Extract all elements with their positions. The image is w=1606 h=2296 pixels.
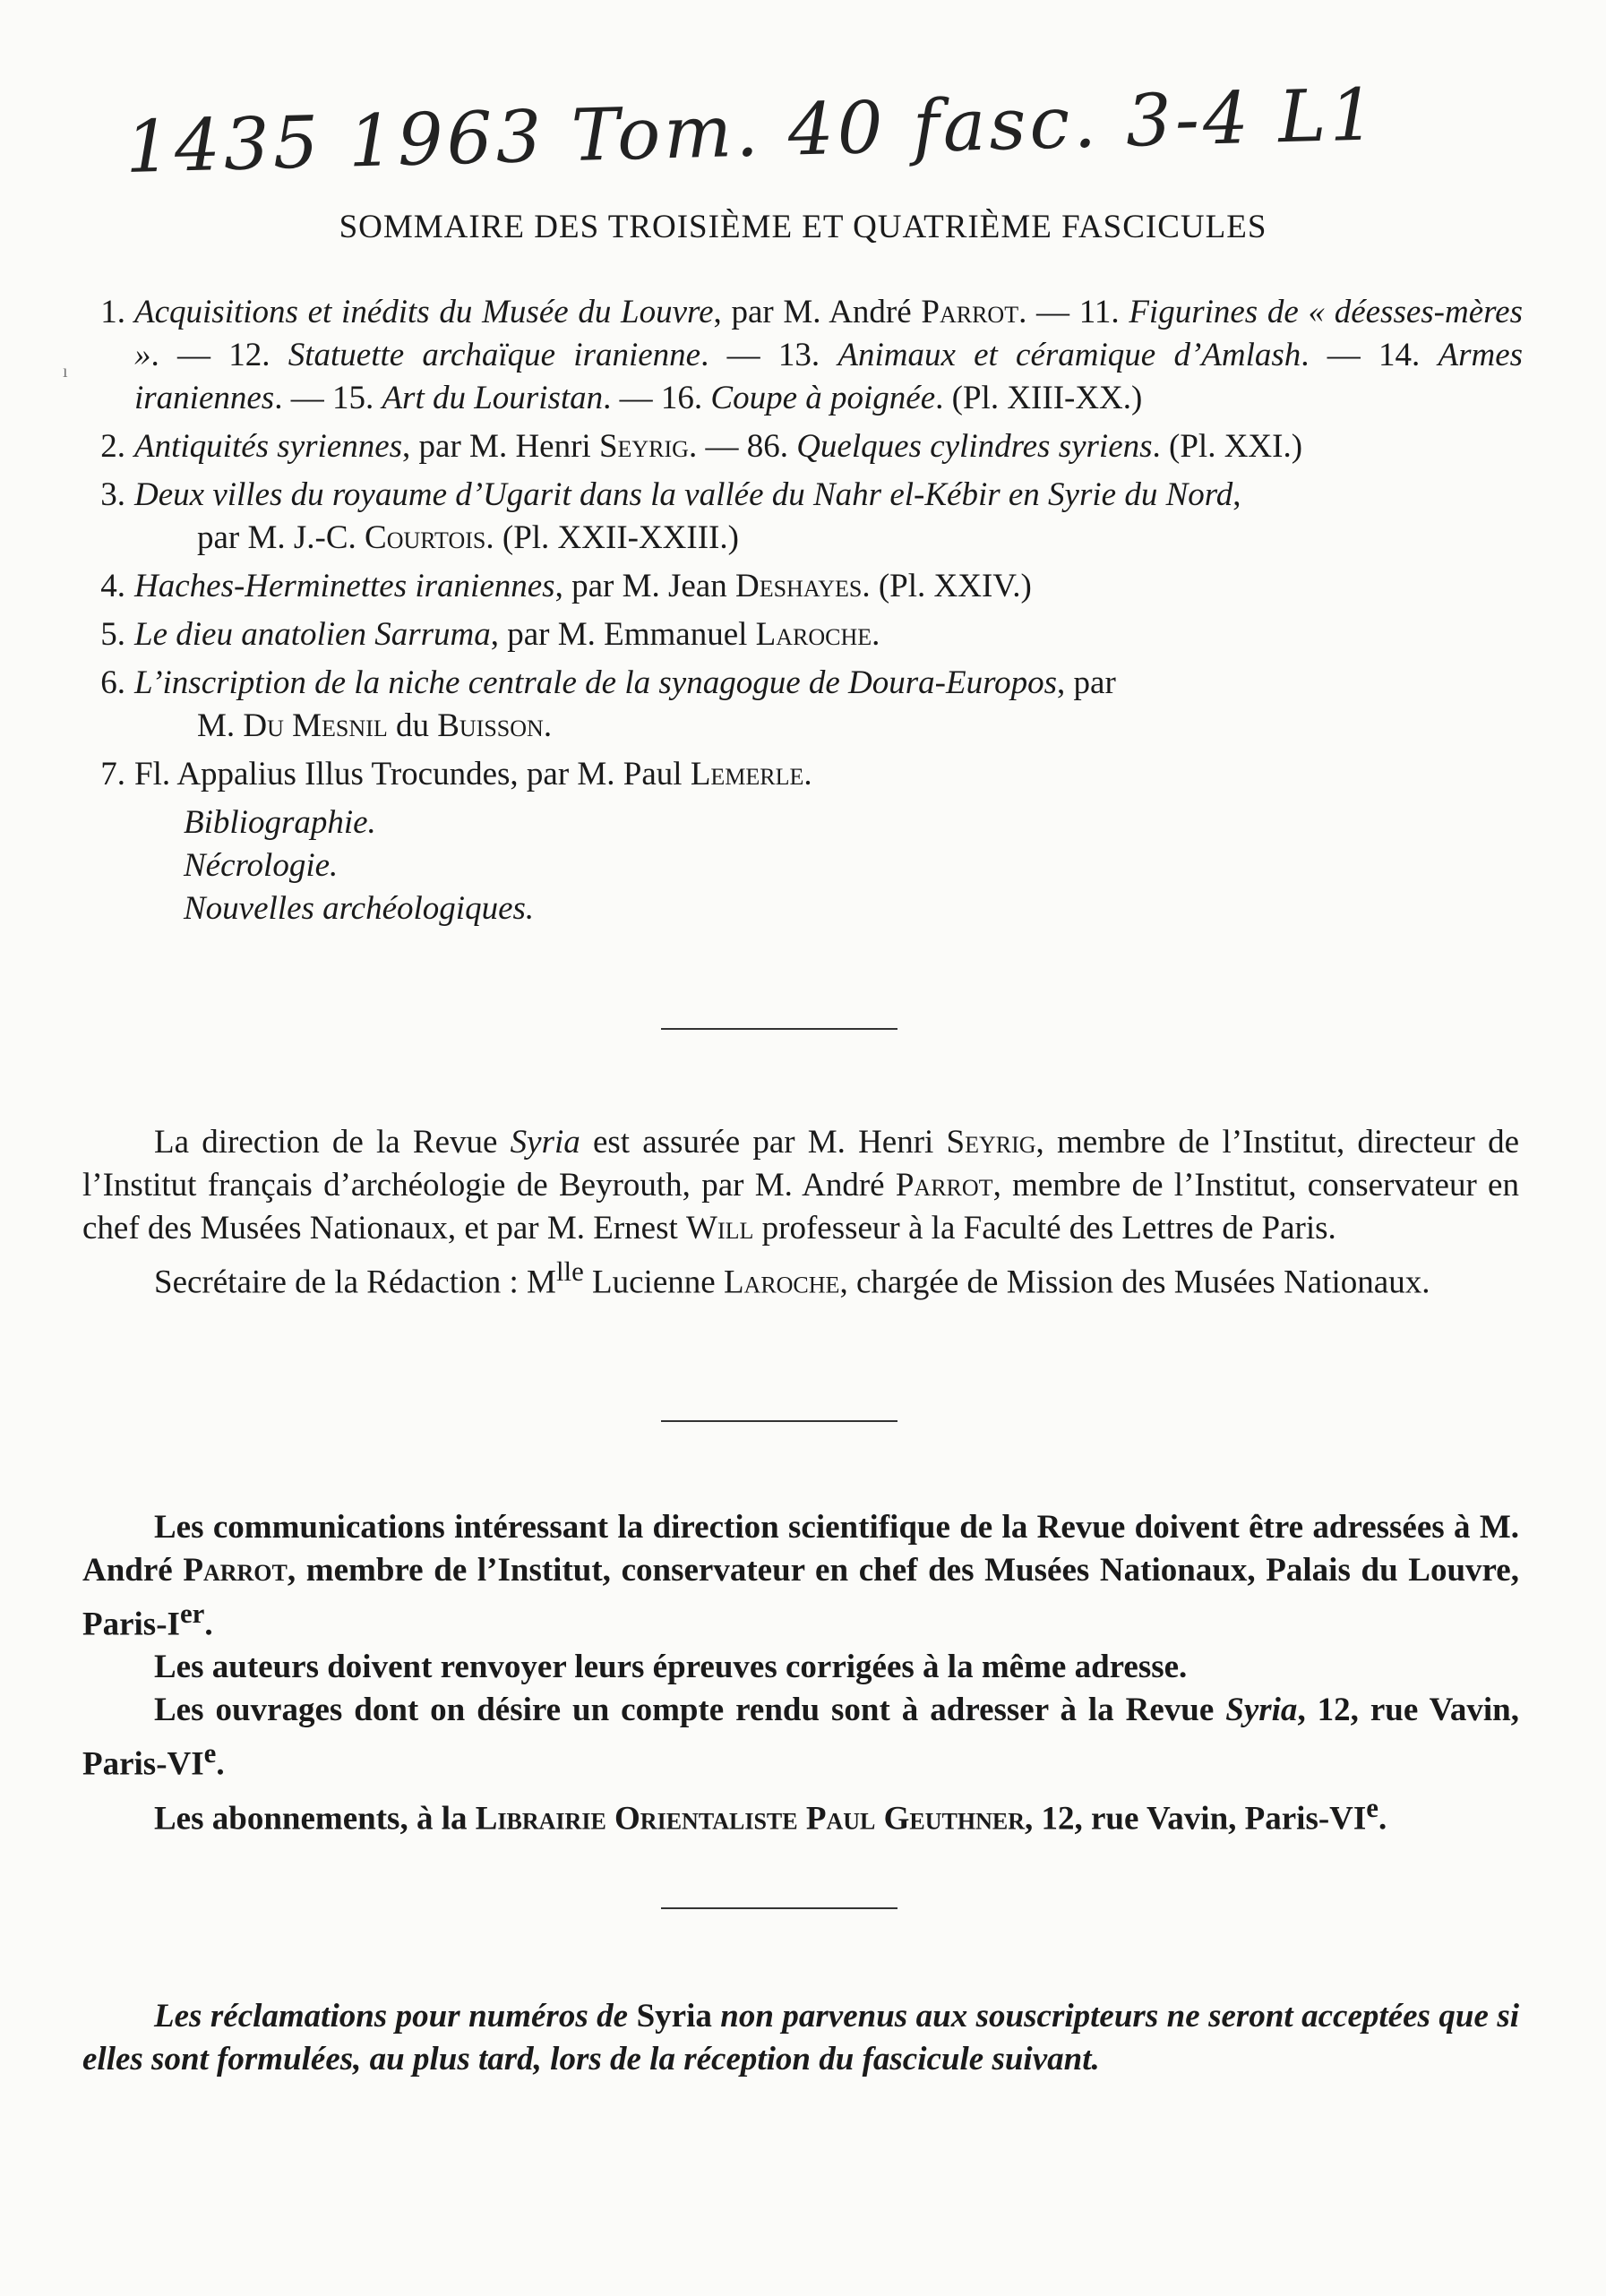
entry-number: 7.: [100, 756, 125, 792]
entry-number: 3.: [100, 476, 125, 513]
author-name: Deshayes: [734, 568, 863, 604]
author-name: Buisson: [437, 707, 544, 744]
toc-extra-necrologie: Nécrologie.: [184, 847, 339, 884]
toc-entry-2: [72, 425, 1523, 468]
toc-entry-6: [72, 662, 1523, 748]
reclamations-note: [82, 1995, 1519, 2081]
handwritten-shelfmark: 1435 1963 Tom. 40 fasc. 3-4 L1: [124, 73, 1380, 189]
toc-entry-4: [72, 565, 1523, 608]
author-name: Seyrig: [598, 428, 689, 465]
entry-number: 5.: [100, 616, 125, 653]
entry-text: Acquisitions et inédits du Musée du Louvre, par M. André Parrot. — 11. Figurines de « déesses-mères ». — 12. Statuette archaïque iranienne. — 13. Animaux et céramique d’Amlash. — 14. Armes iraniennes. — 15. Art du Louristan. — 16. Coupe à poignée. (Pl. XIII-XX.): [134, 294, 1524, 416]
communications-paragraph: Les communications intéressant la direction scientifique de la Revue doivent être adressées à M. André Parrot, membre de l’Institut, conservateur en chef des Musées Nationaux, Palais du Louvre, Paris-Ier.: [82, 1509, 1519, 1643]
author-name: Laroche: [755, 616, 872, 653]
reclamations-paragraph: Les réclamations pour numéros de Syria non parvenus aux souscripteurs ne seront acceptées que si elles sont formulées, au plus tard, lors de la réception du fascicule suivant.: [82, 1998, 1519, 2078]
entry-text: Deux villes du royaume d’Ugarit dans la vallée du Nahr el-Kébir en Syrie du Nord, par M. J.-C. Courtois. (Pl. XXII-XXIII.): [134, 476, 1241, 556]
author-name: Courtois: [365, 519, 486, 556]
author-name: Lemerle: [690, 756, 804, 792]
toc-extra-bibliographie: Bibliographie.: [184, 804, 376, 841]
entry-number: 2.: [100, 428, 125, 465]
reviews-paragraph: Les ouvrages dont on désire un compte rendu sont à adresser à la Revue Syria, 12, rue Vavin, Paris-VIe.: [82, 1692, 1520, 1783]
entry-number: 6.: [100, 664, 125, 701]
entry-number: 4.: [100, 568, 125, 604]
toc-entry-5: [72, 613, 1523, 656]
table-of-contents: [72, 291, 1523, 930]
direction-paragraph: La direction de la Revue Syria est assurée par M. Henri Seyrig, membre de l’Institut, directeur de l’Institut français d’archéologie de Beyrouth, par M. André Parrot, membre de l’Institut, conservateur en chef des Musées Nationaux, et par M. Ernest Will professeur à la Faculté des Lettres de Paris.: [82, 1124, 1519, 1247]
divider-rule: [661, 1420, 897, 1422]
entry-text: Haches-Herminettes iraniennes, par M. Jean Deshayes. (Pl. XXIV.): [134, 568, 1032, 604]
entry-text: Le dieu anatolien Sarruma, par M. Emmanuel Laroche.: [134, 616, 880, 653]
margin-mark: ı: [63, 362, 68, 381]
toc-extra-nouvelles: Nouvelles archéologiques.: [184, 890, 535, 927]
page-title: SOMMAIRE DES TROISIÈME ET QUATRIÈME FASCICULES: [339, 209, 1267, 245]
entry-number: 1.: [100, 294, 125, 330]
toc-entry-1: [72, 291, 1523, 420]
author-name: Parrot: [921, 294, 1019, 330]
entry-text: Antiquités syriennes, par M. Henri Seyrig. — 86. Quelques cylindres syriens. (Pl. XXI.): [134, 428, 1303, 465]
toc-entry-3: [72, 474, 1523, 560]
divider-rule: [661, 1028, 897, 1030]
secretary-paragraph: Secrétaire de la Rédaction : $M^{lle}$ Lucienne Laroche, chargée de Mission des Musées Nationaux.: [154, 1256, 1430, 1301]
divider-rule: [661, 1907, 897, 1909]
communications-section: [82, 1506, 1519, 1840]
subscriptions-paragraph: Les abonnements, à la Librairie Orientaliste Paul Geuthner, 12, rue Vavin, Paris-VIe.: [154, 1792, 1387, 1837]
toc-entry-7: [72, 753, 1523, 796]
direction-section: [82, 1121, 1519, 1304]
author-name: Du Mesnil: [243, 707, 388, 744]
entry-text: L’inscription de la niche centrale de la synagogue de Doura-Europos, par M. Du Mesnil du Buisson.: [134, 664, 1116, 744]
entry-text: Fl. Appalius Illus Trocundes, par M. Paul Lemerle.: [134, 756, 812, 792]
authors-paragraph: Les auteurs doivent renvoyer leurs épreuves corrigées à la même adresse.: [154, 1649, 1188, 1686]
